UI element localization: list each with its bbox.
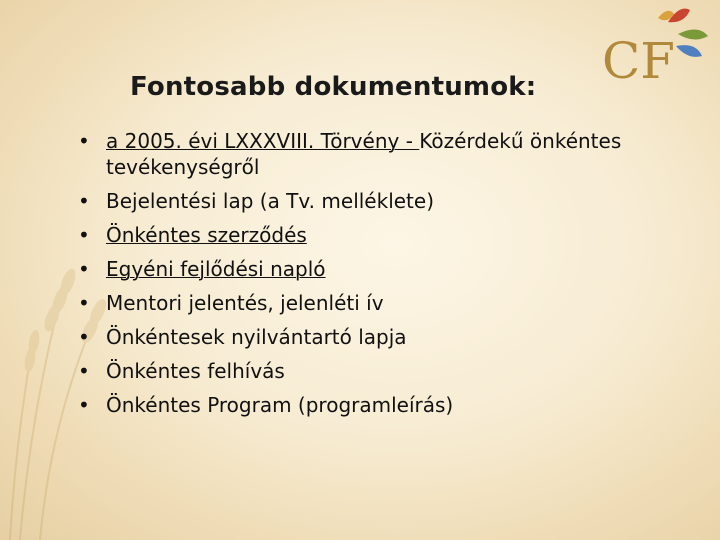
logo-text: CF — [602, 32, 675, 88]
document-link[interactable]: Önkéntes szerződés — [106, 223, 307, 247]
list-item — [78, 128, 708, 180]
list-item — [78, 324, 708, 350]
bullet-icon: • — [78, 325, 90, 349]
list-item — [78, 222, 708, 248]
list-item — [78, 188, 708, 214]
bullet-icon: • — [78, 257, 90, 281]
bullet-icon: • — [78, 393, 90, 417]
list-item — [78, 256, 708, 282]
item-text: Önkéntesek nyilvántartó lapja — [106, 325, 407, 349]
bullet-icon: • — [78, 359, 90, 383]
bullet-icon: • — [78, 129, 90, 153]
list-item — [78, 290, 708, 316]
logo-leaf-blue — [676, 45, 702, 57]
logo-leaf-green — [678, 29, 708, 39]
bullet-icon: • — [78, 189, 90, 213]
page-title: Fontosabb dokumentumok: — [130, 72, 537, 102]
item-text: Önkéntes Program (programleírás) — [106, 393, 454, 417]
document-link[interactable]: a 2005. évi LXXXVIII. Törvény - — [106, 129, 420, 153]
bullet-icon: • — [78, 223, 90, 247]
document-list — [78, 128, 708, 426]
item-text: Közérdekű önkéntes tevékenységről — [106, 129, 622, 179]
bullet-icon: • — [78, 291, 90, 315]
cf-logo — [598, 2, 716, 88]
item-text: Bejelentési lap (a Tv. melléklete) — [106, 189, 434, 213]
item-text: Önkéntes felhívás — [106, 359, 285, 383]
item-text: Mentori jelentés, jelenléti ív — [106, 291, 384, 315]
list-item — [78, 392, 708, 418]
list-item — [78, 358, 708, 384]
document-link[interactable]: Egyéni fejlődési napló — [106, 257, 326, 281]
